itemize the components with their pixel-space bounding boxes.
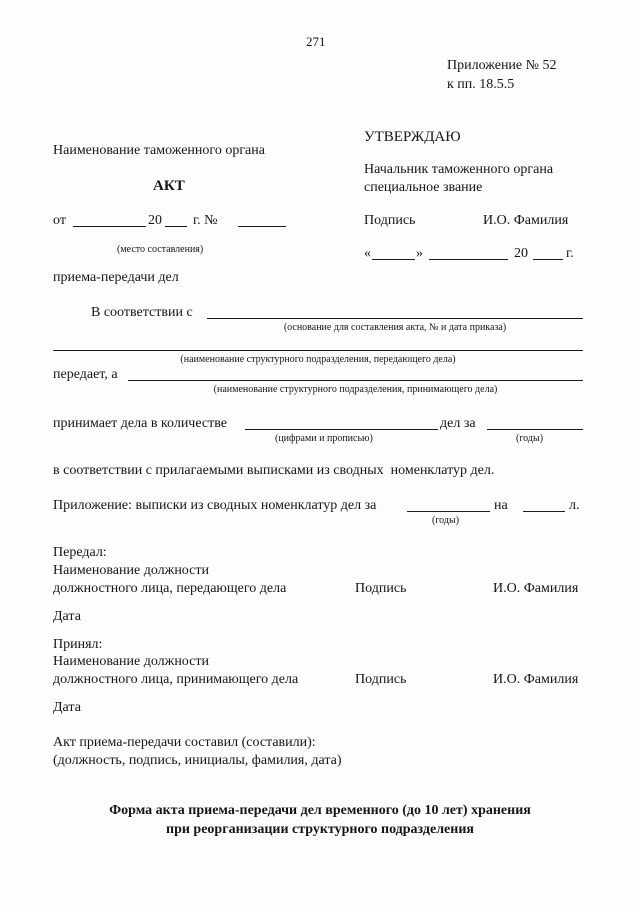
act-place-hint: (место составления) bbox=[117, 244, 204, 255]
attachment-prefix: Приложение: выписки из сводных номенклатур дел за bbox=[53, 498, 377, 513]
approval-signature: Подпись bbox=[364, 213, 416, 228]
case-count-line[interactable] bbox=[245, 429, 438, 430]
approval-date-year: 20 bbox=[514, 246, 528, 261]
approval-date-open-quote: « bbox=[364, 246, 371, 261]
attachment-sheets-line[interactable] bbox=[523, 511, 565, 512]
customs-authority-label: Наименование таможенного органа bbox=[53, 143, 265, 158]
accepted-heading: Принял: bbox=[53, 637, 103, 652]
basis-hint: (основание для составления акта, № и дата приказа) bbox=[283, 322, 507, 333]
case-years-line[interactable] bbox=[487, 429, 583, 430]
accepted-position-line2: должностного лица, принимающего дела bbox=[53, 672, 299, 687]
approval-position: Начальник таможенного органа bbox=[364, 162, 554, 177]
appendix-number: Приложение № 52 bbox=[447, 58, 557, 73]
transferred-date: Дата bbox=[53, 609, 81, 624]
approval-date-close-quote: » bbox=[416, 246, 423, 261]
accepted-date: Дата bbox=[53, 700, 81, 715]
act-from-prefix: от bbox=[53, 213, 66, 228]
approval-date-month-line[interactable] bbox=[429, 259, 508, 260]
approval-rank: специальное звание bbox=[364, 180, 483, 195]
compiled-by-line1: Акт приема-передачи составил (составили): bbox=[53, 735, 316, 750]
digits-hint: (цифрами и прописью) bbox=[275, 433, 373, 444]
cases-for-label: дел за bbox=[440, 416, 476, 431]
approval-date-day-line[interactable] bbox=[372, 259, 415, 260]
appendix-reference: к пп. 18.5.5 bbox=[447, 77, 515, 92]
attachment-years-hint: (годы) bbox=[432, 515, 460, 526]
basis-line[interactable] bbox=[207, 318, 583, 319]
act-from-year: 20 bbox=[148, 213, 162, 228]
according-to-label: В соответствии с bbox=[91, 305, 193, 320]
approval-date-year-line[interactable] bbox=[533, 259, 563, 260]
act-from-year-line[interactable] bbox=[165, 226, 187, 227]
act-from-date-line[interactable] bbox=[73, 226, 146, 227]
transferred-name: И.О. Фамилия bbox=[493, 581, 579, 596]
act-number-line[interactable] bbox=[238, 226, 286, 227]
accepted-name: И.О. Фамилия bbox=[493, 672, 579, 687]
compiled-by-line2: (должность, подпись, инициалы, фамилия, дата) bbox=[53, 753, 342, 768]
form-caption-line2: при реорганизации структурного подразделения bbox=[166, 822, 474, 837]
attachment-sheets-label: л. bbox=[569, 498, 580, 513]
transferring-unit-hint: (наименование структурного подразделения, передающего дела) bbox=[180, 354, 456, 365]
act-title: АКТ bbox=[153, 178, 185, 194]
transferred-signature: Подпись bbox=[355, 581, 407, 596]
approval-date-suffix: г. bbox=[566, 246, 574, 261]
accepted-position-line1: Наименование должности bbox=[53, 654, 209, 669]
form-caption-line1: Форма акта приема-передачи дел временного (до 10 лет) хранения bbox=[109, 803, 531, 818]
act-subject: приема-передачи дел bbox=[53, 270, 179, 285]
transferred-position-line2: должностного лица, передающего дела bbox=[53, 581, 287, 596]
receiving-unit-hint: (наименование структурного подразделения, принимающего дела) bbox=[213, 384, 498, 395]
act-number-label: г. № bbox=[193, 213, 218, 228]
receiving-unit-line[interactable] bbox=[128, 380, 583, 381]
approval-heading: УТВЕРЖДАЮ bbox=[364, 129, 461, 145]
accepts-prefix: принимает дела в количестве bbox=[53, 416, 227, 431]
transferred-heading: Передал: bbox=[53, 545, 107, 560]
approval-name: И.О. Фамилия bbox=[483, 213, 569, 228]
transfers-prefix: передает, а bbox=[53, 367, 118, 382]
years-hint: (годы) bbox=[516, 433, 544, 444]
attachment-years-line[interactable] bbox=[407, 511, 490, 512]
accepted-signature: Подпись bbox=[355, 672, 407, 687]
transferred-position-line1: Наименование должности bbox=[53, 563, 209, 578]
attachment-on-label: на bbox=[494, 498, 508, 513]
transferring-unit-line[interactable] bbox=[53, 350, 583, 351]
according-extracts-text: в соответствии с прилагаемыми выписками из сводных номенклатур дел. bbox=[53, 463, 495, 478]
page-number: 271 bbox=[306, 34, 326, 49]
